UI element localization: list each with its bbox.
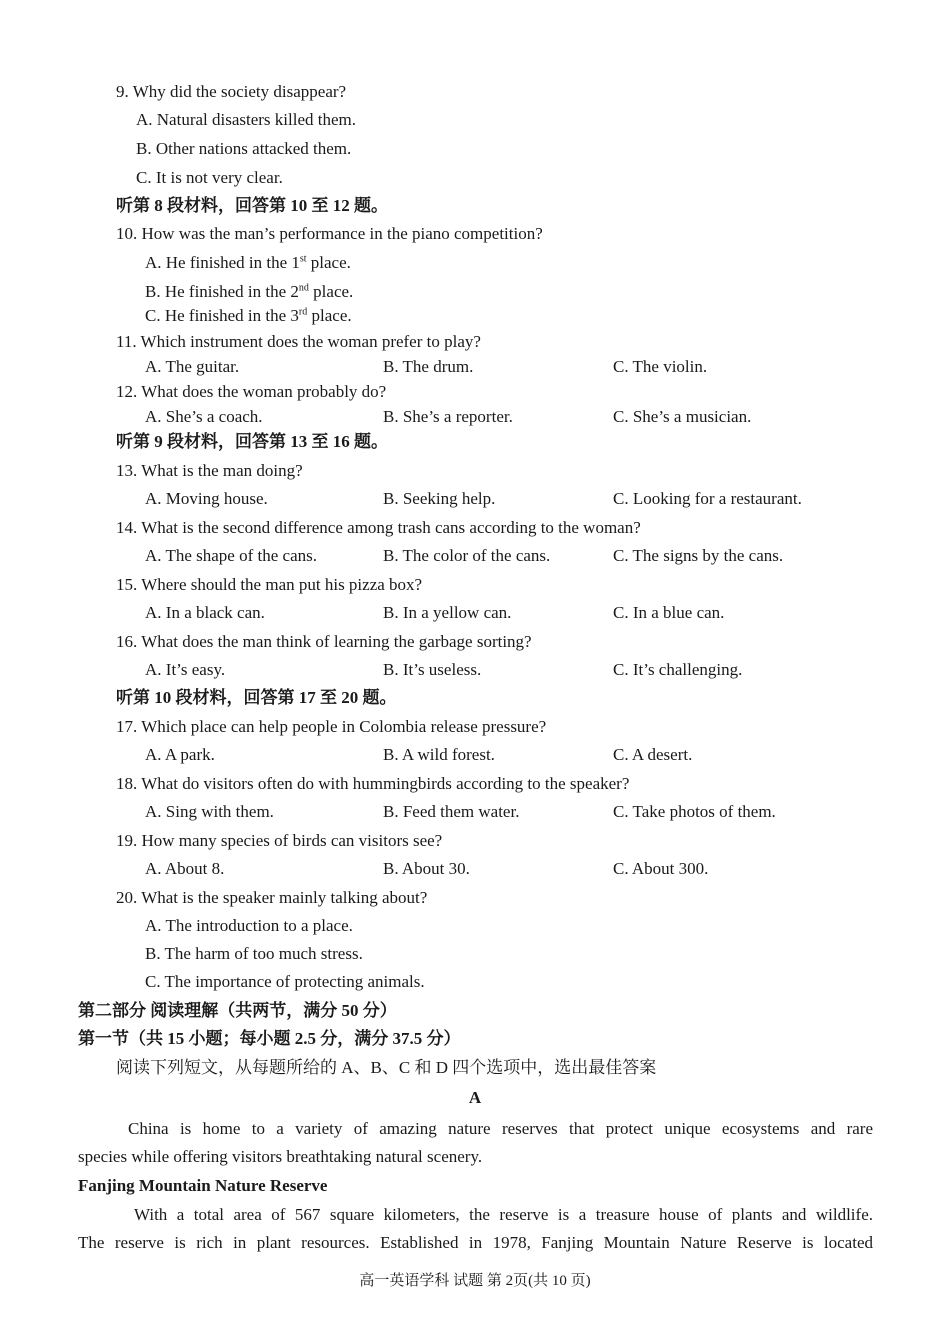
section-heading: 第一节（共 15 小题；每小题 2.5 分，满分 37.5 分） (78, 1029, 461, 1048)
option-b: B. In a yellow can. (383, 603, 512, 622)
option-c: C. About 300. (613, 859, 709, 878)
question-9: 9. Why did the society disappear? (116, 82, 347, 101)
option-c: C. The violin. (613, 357, 708, 376)
ordinal-suffix: rd (298, 306, 308, 318)
option-b: B. The color of the cans. (383, 546, 551, 565)
option-c: C. The importance of protecting animals. (145, 972, 425, 991)
page-footer: 高一英语学科 试题 第 2页(共 10 页) (359, 1273, 591, 1289)
question-12: 12. What does the woman probably do? (116, 382, 387, 401)
question-17: 17. Which place can help people in Colombia release pressure? (116, 717, 547, 736)
option-text: place. (308, 282, 354, 301)
option-a: A. A park. (145, 745, 215, 764)
option-b: B. Other nations attacked them. (136, 139, 352, 158)
option-c: C. Take photos of them. (613, 802, 776, 821)
instructions: 阅读下列短文，从每题所给的 A、B、C 和 D 四个选项中，选出最佳答案 (116, 1058, 657, 1077)
paragraph-line: species while offering visitors breathtaking natural scenery. (78, 1147, 483, 1166)
option-c: C. Looking for a restaurant. (613, 489, 802, 508)
passage-label: A (468, 1088, 482, 1107)
option-b: B. Seeking help. (383, 489, 496, 508)
question-11: 11. Which instrument does the woman prefer to play? (116, 332, 481, 351)
question-15: 15. Where should the man put his pizza box? (116, 575, 423, 594)
option-b: B. A wild forest. (383, 745, 495, 764)
section-heading-8: 听第 8 段材料，回答第 10 至 12 题。 (116, 196, 388, 215)
option-text: place. (306, 253, 351, 272)
question-13: 13. What is the man doing? (116, 461, 303, 480)
section-heading-9: 听第 9 段材料，回答第 13 至 16 题。 (116, 432, 388, 451)
option-b: B. Feed them water. (383, 802, 520, 821)
option-a: A. About 8. (145, 859, 225, 878)
ordinal-suffix: st (299, 253, 307, 265)
option-text: place. (307, 306, 352, 325)
part-heading: 第二部分 阅读理解（共两节，满分 50 分） (78, 1001, 397, 1020)
option-b (145, 281, 353, 303)
paragraph-line: With a total area of 567 square kilometers, the reserve is a treasure house of plants and wildlife. (134, 1205, 873, 1224)
option-c: C. She’s a musician. (613, 407, 752, 426)
option-a (145, 252, 351, 274)
question-10: 10. How was the man’s performance in the piano competition? (116, 224, 543, 243)
option-b: B. The drum. (383, 357, 474, 376)
option-c: C. A desert. (613, 745, 693, 764)
option-c: C. It’s challenging. (613, 660, 743, 679)
option-c: C. The signs by the cans. (613, 546, 784, 565)
option-a: A. In a black can. (145, 603, 265, 622)
question-19: 19. How many species of birds can visitors see? (116, 831, 443, 850)
option-b: B. She’s a reporter. (383, 407, 513, 426)
question-20: 20. What is the speaker mainly talking about? (116, 888, 428, 907)
option-text: C. He finished in the 3 (145, 306, 299, 325)
subheading: Fanjing Mountain Nature Reserve (78, 1176, 328, 1195)
option-c (145, 305, 352, 327)
paragraph-line: China is home to a variety of amazing nature reserves that protect unique ecosystems and rare (128, 1119, 873, 1138)
option-b: B. About 30. (383, 859, 470, 878)
option-a: A. Moving house. (145, 489, 268, 508)
option-a: A. She’s a coach. (145, 407, 263, 426)
option-b: B. It’s useless. (383, 660, 482, 679)
option-a: A. The guitar. (145, 357, 240, 376)
ordinal-suffix: nd (298, 282, 309, 294)
question-14: 14. What is the second difference among trash cans according to the woman? (116, 518, 641, 537)
option-b: B. The harm of too much stress. (145, 944, 363, 963)
option-a: A. It’s easy. (145, 660, 226, 679)
option-a: A. Sing with them. (145, 802, 274, 821)
section-heading-10: 听第 10 段材料，回答第 17 至 20 题。 (116, 688, 397, 707)
option-text: A. He finished in the 1 (145, 253, 300, 272)
option-c: C. It is not very clear. (136, 168, 283, 187)
question-18: 18. What do visitors often do with hummingbirds according to the speaker? (116, 774, 630, 793)
option-c: C. In a blue can. (613, 603, 725, 622)
option-a: A. The introduction to a place. (145, 916, 353, 935)
option-text: B. He finished in the 2 (145, 282, 299, 301)
option-a: A. Natural disasters killed them. (136, 110, 357, 129)
option-a: A. The shape of the cans. (145, 546, 317, 565)
question-16: 16. What does the man think of learning the garbage sorting? (116, 632, 532, 651)
paragraph-line: The reserve is rich in plant resources. Established in 1978, Fanjing Mountain Nature Reserve is located (78, 1233, 873, 1252)
